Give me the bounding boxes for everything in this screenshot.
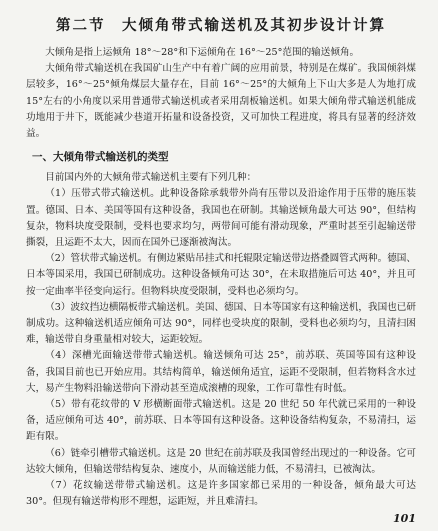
type-item-7: （7）花纹输送带带式输送机。这是许多国家都已采用的一种设备，倾角最大可达 30°。但现有输送带构形不理想，运距短，并且难清扫。 [26, 480, 416, 508]
type-item-2: （2）管状带式输送机。有侧边紧贴吊挂式和托辊限定输送带边搭叠圆管式两种。德国、日本等国采用，我国已研制成功。这种设备倾角可达 30°，在未取措施后可达 40°，并且可按一定曲率半径变向运行。但物料块度受限制，受料也必须均匀。 [26, 253, 416, 297]
types-intro-paragraph: 目前国内外的大倾角带式输送机主要有下列几种： [45, 172, 257, 184]
page-number: 101 [393, 512, 416, 525]
type-item-1: （1）压带式带式输送机。此种设备除承载带外尚有压带以及沿途作用于压带的施压装置。德国、日本、美国等国有这种设备，我国也在研制。其输送倾角最大可达 90°，但结构复杂，物料块度受限制，受料也要求均匀，两带间可能有滑动现象，严重时甚至引起输送带撕裂，且运距不太大，因而在国外已逐渐被淘汰。 [26, 188, 416, 249]
intro-paragraph-1: 大倾角是指上运倾角 18°～28°和下运倾角在 16°～25°范围的输送倾角。 [45, 47, 360, 58]
type-item-4: （4）深槽光面输送带带式输送机。输送倾角可达 25°，前苏联、英国等国有这种设备，我国目前也已开始应用。其结构简单，输送倾角适宜，运距不受限制，但若物料含水过大，易产生物料沿输送带向下滑动甚至造成滚槽的现象，工作可靠性有时低。 [26, 350, 416, 394]
type-item-6: （6）链牵引槽带式输送机。这是 20 世纪在前苏联及我国曾经出现过的一种设备。它可达较大倾角，但输送带结构复杂、速度小，从而输送能力低，不易清扫，已被淘汰。 [26, 447, 416, 475]
subsection-heading: 一、大倾角带式输送机的类型 [32, 151, 169, 164]
type-item-3: （3）波纹挡边横隔板带式输送机。美国、德国、日本等国家有这种输送机，我国也已研制成功。这种输送机适应倾角可达 90°，同样也受块度的限制，受料也必须均匀，且清扫困难，输送带自身重量相对较大，运距较短。 [26, 301, 416, 346]
type-item-5: （5）带有花纹带的 V 形横断面带式输送机。这是 20 世纪 50 年代就已采用的一种设备，适应倾角可达 40°，前苏联、日本等国有这种设备。这种设备结构复杂，不易清扫，运距有限。 [26, 399, 416, 443]
section-title: 第二节 大倾角带式输送机及其初步设计计算 [56, 17, 386, 34]
intro-paragraph-2: 大倾角带式输送机在我国矿山生产中有着广阔的应用前景，特别是在煤矿。我国倾斜煤层较多，16°～25°倾角煤层大量存在，目前 16°～25°的大倾角上下山大多是人为地打成 15°左右的小角度以采用普通带式输送机或者采用刮板输送机。如果大倾角带式输送机能成功地用于井下，既能减少巷道开拓量和设备投资，又可加快工程进度，将具有显著的经济效益。 [26, 63, 416, 140]
